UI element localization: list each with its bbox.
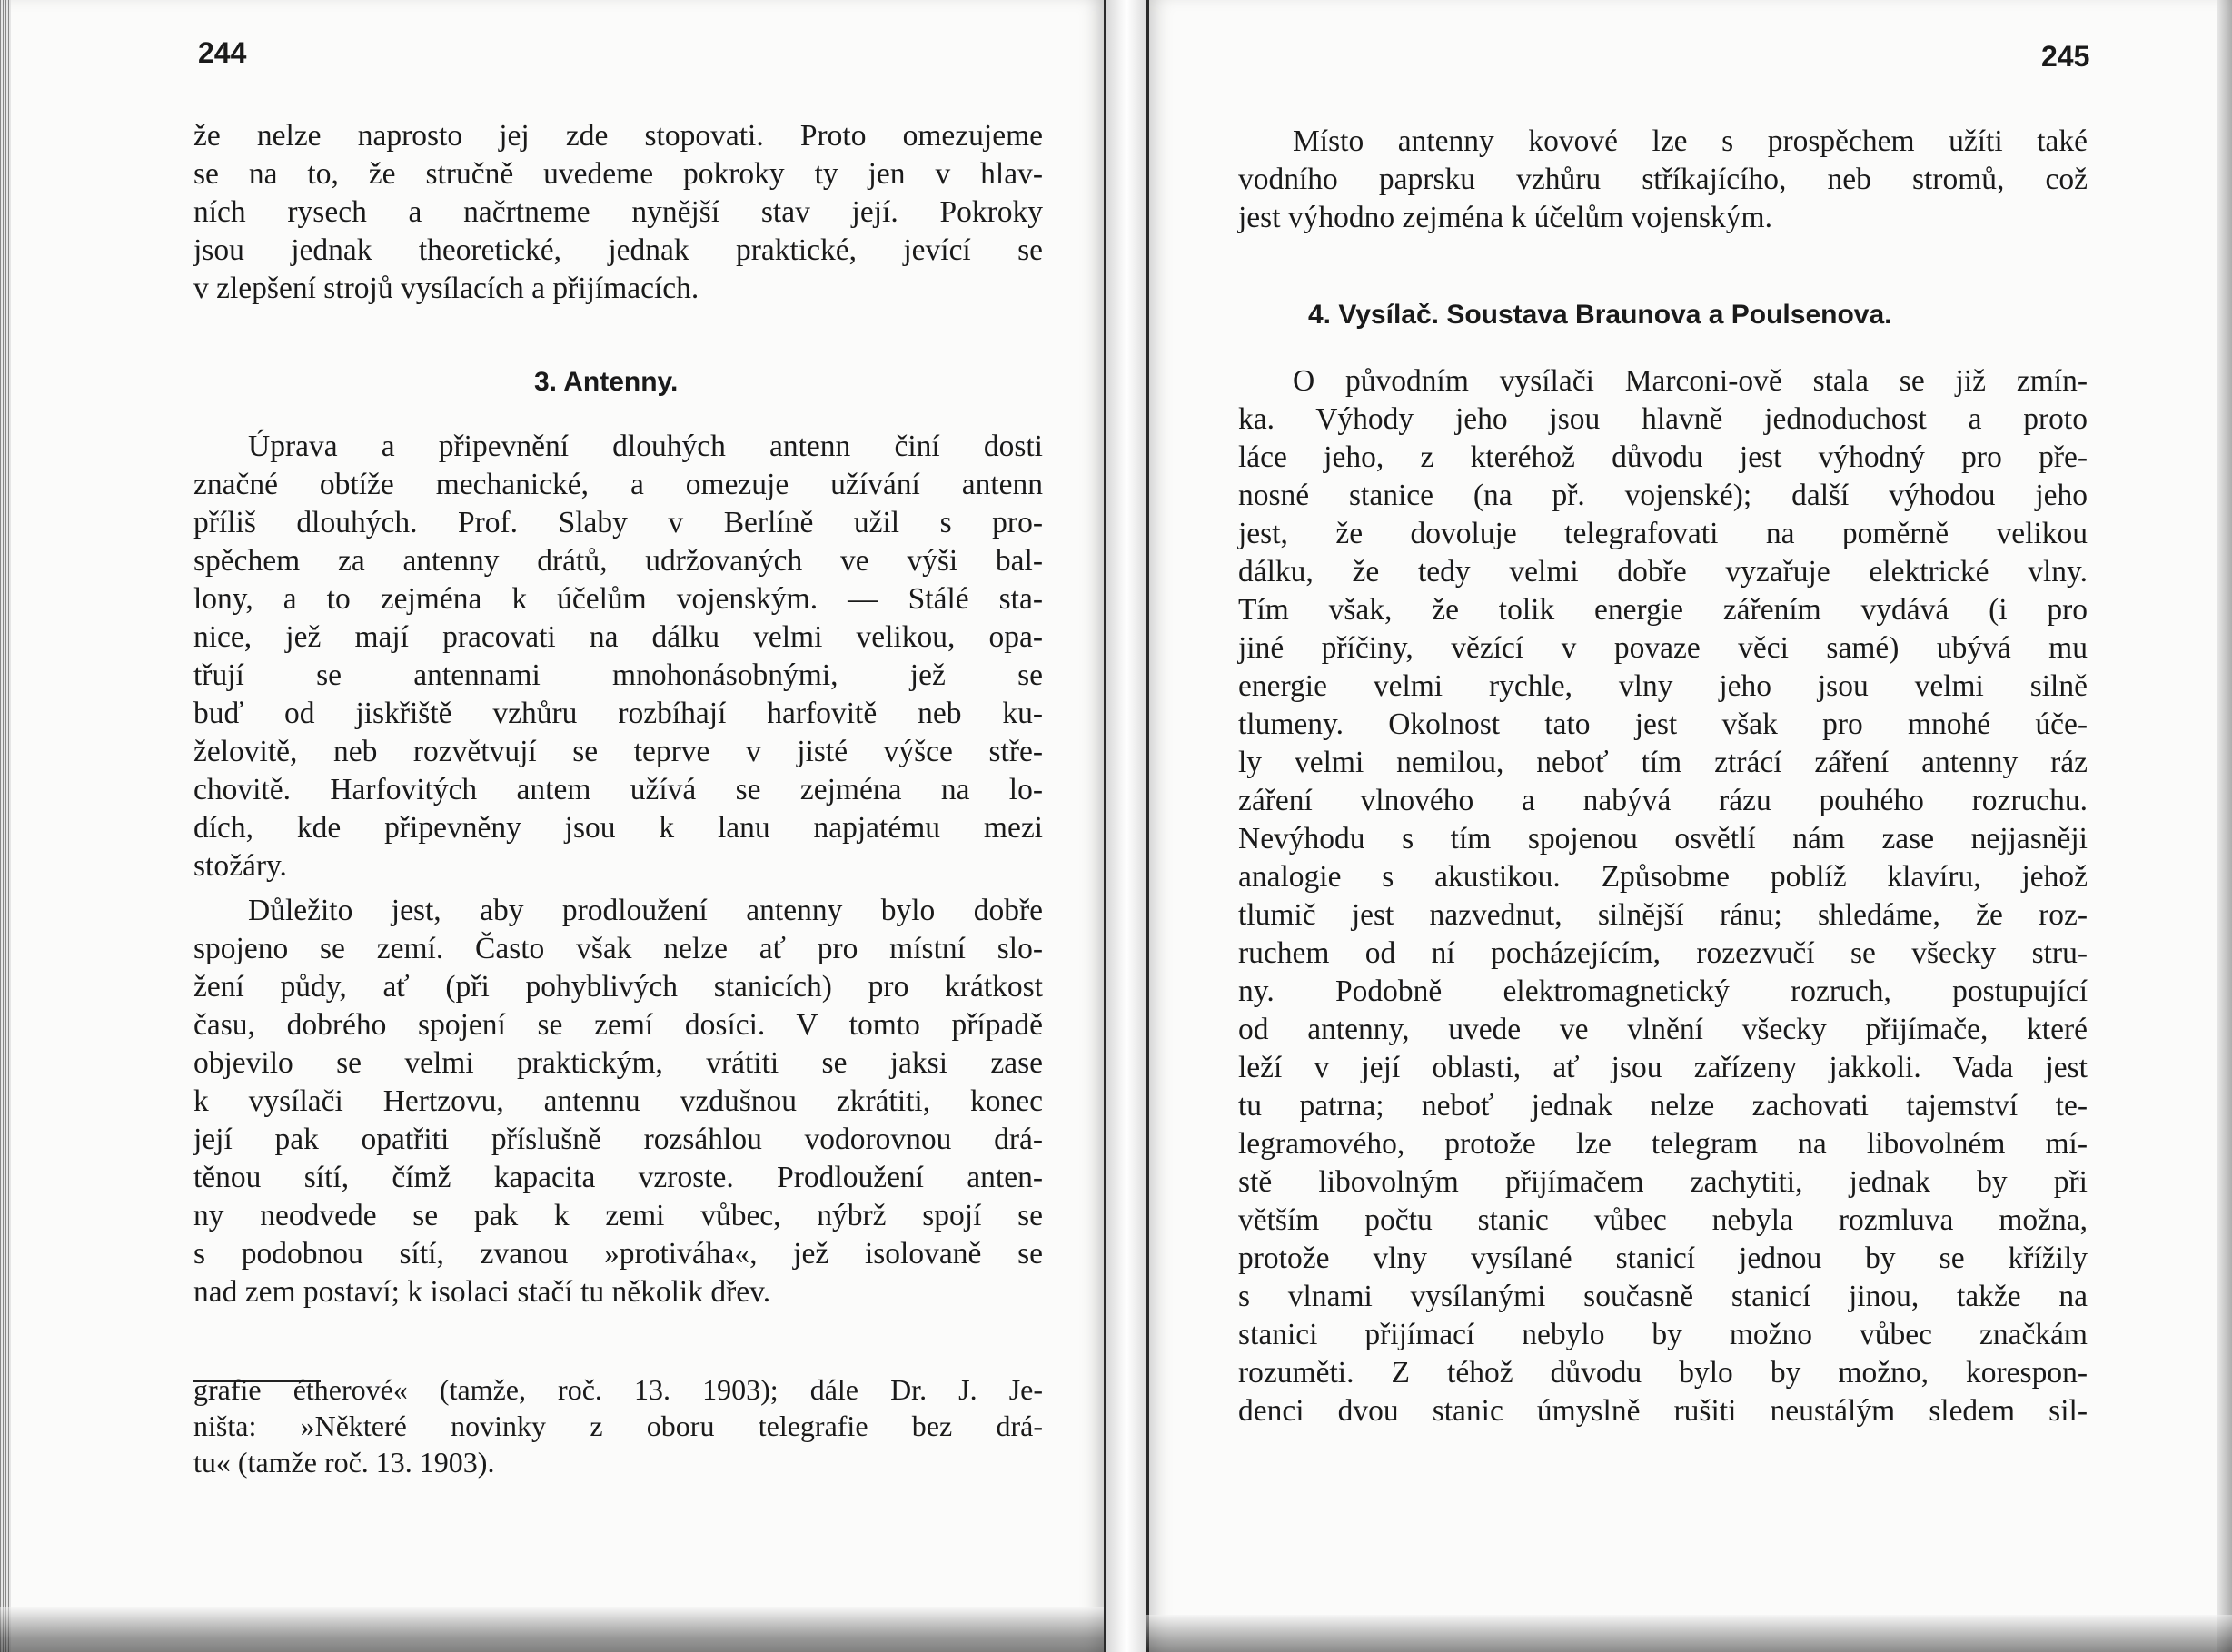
text-line: spěchem za antenny drátů, udržovaných ve výši bal- [193,544,1043,578]
text-line: tu patrna; neboť jednak nelze zachovati tajemství te- [1238,1089,2088,1123]
footnote-line: grafie étherové« (tamže, roč. 13. 1903); dále Dr. J. Je- [193,1373,1043,1406]
text-line: k vysílači Hertzovu, antennu vzdušnou zkrátiti, konec [193,1084,1043,1118]
text-line: od antenny, uvede ve vlnění všecky přijímače, které [1238,1013,2088,1046]
text-line: tlumič jest nazvednut, silnější ránu; shledáme, že roz- [1238,898,2088,932]
text-line: jiné příčiny, vězící v povaze věci samé) ubývá mu [1238,631,2088,665]
book-gutter [1106,0,1146,1652]
text-line: nosné stanice (na př. vojenské); další výhodou jeho [1238,479,2088,512]
text-line: dích, kde připevněny jsou k lanu napjatému mezi [193,811,1043,845]
text-line: jest výhodno zejména k účelům vojenským. [1238,201,1772,234]
text-line: dálku, že tedy velmi dobře vyzařuje elektrické vlny. [1238,555,2088,589]
text-line: že nelze naprosto jej zde stopovati. Proto omezujeme [193,119,1043,153]
text-line: Důležito jest, aby prodloužení antenny bylo dobře [248,894,1043,927]
text-line: stě libovolným přijímačem zachytiti, jednak by při [1238,1165,2088,1199]
text-line: buď od jiskřiště vzhůru rozbíhají harfovitě neb ku- [193,697,1043,730]
text-line: se na to, že stručně uvedeme pokroky ty jen v hlav- [193,157,1043,191]
text-line: legramového, protože lze telegram na libovolném mí- [1238,1127,2088,1161]
text-line: vodního paprsku vzhůru stříkajícího, neb stromů, což [1238,163,2088,196]
text-line: ly velmi nemilou, neboť tím ztrácí záření antenny ráz [1238,746,2088,779]
text-line: želovitě, neb rozvětvují se teprve v jisté výšce stře- [193,735,1043,768]
page-edge-bottom-right [1146,1615,2232,1652]
text-line: láce jeho, z kteréhož důvodu jest výhodný pro pře- [1238,440,2088,474]
text-line: ruchem od ní pocházejícím, rozezvučí se všecky stru- [1238,936,2088,970]
text-line: rozuměti. Z téhož důvodu bylo by možno, korespon- [1238,1356,2088,1390]
text-line: energie velmi rychle, vlny jeho jsou velmi silně [1238,669,2088,703]
text-line: denci dvou stanic úmyslně rušiti neustálým sledem sil- [1238,1394,2088,1428]
text-line: lony, a to zejména k účelům vojenským. — Stálé sta- [193,582,1043,616]
footnote-line: ništa: »Některé novinky z oboru telegrafie bez drá- [193,1410,1043,1442]
text-line: větším počtu stanic vůbec nebyla rozmluva možna, [1238,1203,2088,1237]
text-line: ních rysech a načrtneme nynější stav její. Pokroky [193,195,1043,229]
right-page-number: 245 [2041,40,2090,73]
text-line: leží v její oblasti, ať jsou zařízeny jakkoli. Vada jest [1238,1051,2088,1084]
text-line: značné obtíže mechanické, a omezuje užívání antenn [193,468,1043,501]
text-line: protože vlny vysílané stanicí jednou by se křížily [1238,1241,2088,1275]
section-heading-transmitter: 4. Vysílač. Soustava Braunova a Poulsenova. [1308,300,1892,330]
text-line: analogie s akustikou. Způsobme poblíž klavíru, jehož [1238,860,2088,894]
text-line: objevilo se velmi praktickým, vrátiti se jaksi zase [193,1046,1043,1080]
text-line: stanici přijímací nebylo by možno vůbec značkám [1238,1318,2088,1351]
text-line: třují se antennami mnohonásobnými, jež se [193,658,1043,692]
text-line: tlumeny. Okolnost tato jest však pro mnohé úče- [1238,707,2088,741]
text-line: ny. Podobně elektromagnetický rozruch, postupující [1238,974,2088,1008]
text-line: jsou jednak theoretické, jednak praktické, jevící se [193,233,1043,267]
page-edge-bottom-left [0,1607,1104,1652]
text-line: chovitě. Harfovitých antem užívá se zejména na lo- [193,773,1043,806]
text-line: nad zem postaví; k isolaci stačí tu několik dřev. [193,1275,771,1309]
text-line: s vlnami vysílanými současně stanicí jinou, takže na [1238,1280,2088,1313]
text-line: Místo antenny kovové lze s prospěchem užíti také [1293,124,2088,158]
text-line: O původním vysílači Marconi-ově stala se již zmín- [1293,364,2088,398]
text-line: Nevýhodu s tím spojenou osvětlí nám zase nejjasněji [1238,822,2088,856]
footnote-line: tu« (tamže roč. 13. 1903). [193,1446,495,1479]
text-line: ka. Výhody jeho jsou hlavně jednoduchost a proto [1238,402,2088,436]
text-line: stožáry. [193,849,287,883]
text-line: těnou sítí, čímž kapacita vzroste. Prodloužení anten- [193,1161,1043,1194]
text-line: spojeno se zemí. Často však nelze ať pro místní slo- [193,932,1043,965]
left-page-number: 244 [198,36,247,69]
text-line: Tím však, že tolik energie zářením vydává (i pro [1238,593,2088,627]
text-line: nice, jež mají pracovati na dálku velmi velikou, opa- [193,620,1043,654]
text-line: Úprava a připevnění dlouhých antenn činí dosti [248,430,1043,463]
text-line: ny neodvede se pak k zemi vůbec, nýbrž spojí se [193,1199,1043,1232]
text-line: jest, že dovoluje telegrafovati na poměrně velikou [1238,517,2088,550]
text-line: její pak opatřiti příslušně rozsáhlou vodorovnou drá- [193,1123,1043,1156]
text-line: v zlepšení strojů vysílacích a přijímacích. [193,272,699,305]
text-line: času, dobrého spojení se zemí dosíci. V tomto případě [193,1008,1043,1042]
page-stack-edge-right [2217,0,2232,1652]
text-line: příliš dlouhých. Prof. Slaby v Berlíně užil s pro- [193,506,1043,539]
section-heading-antennas: 3. Antenny. [534,367,679,397]
text-line: s podobnou sítí, zvanou »protiváha«, jež isolovaně se [193,1237,1043,1271]
text-line: záření vlnového a nabývá rázu pouhého rozruchu. [1238,784,2088,817]
text-line: žení půdy, ať (při pohyblivých stanicích) pro krátkost [193,970,1043,1004]
page-stack-edge-left [0,0,11,1652]
